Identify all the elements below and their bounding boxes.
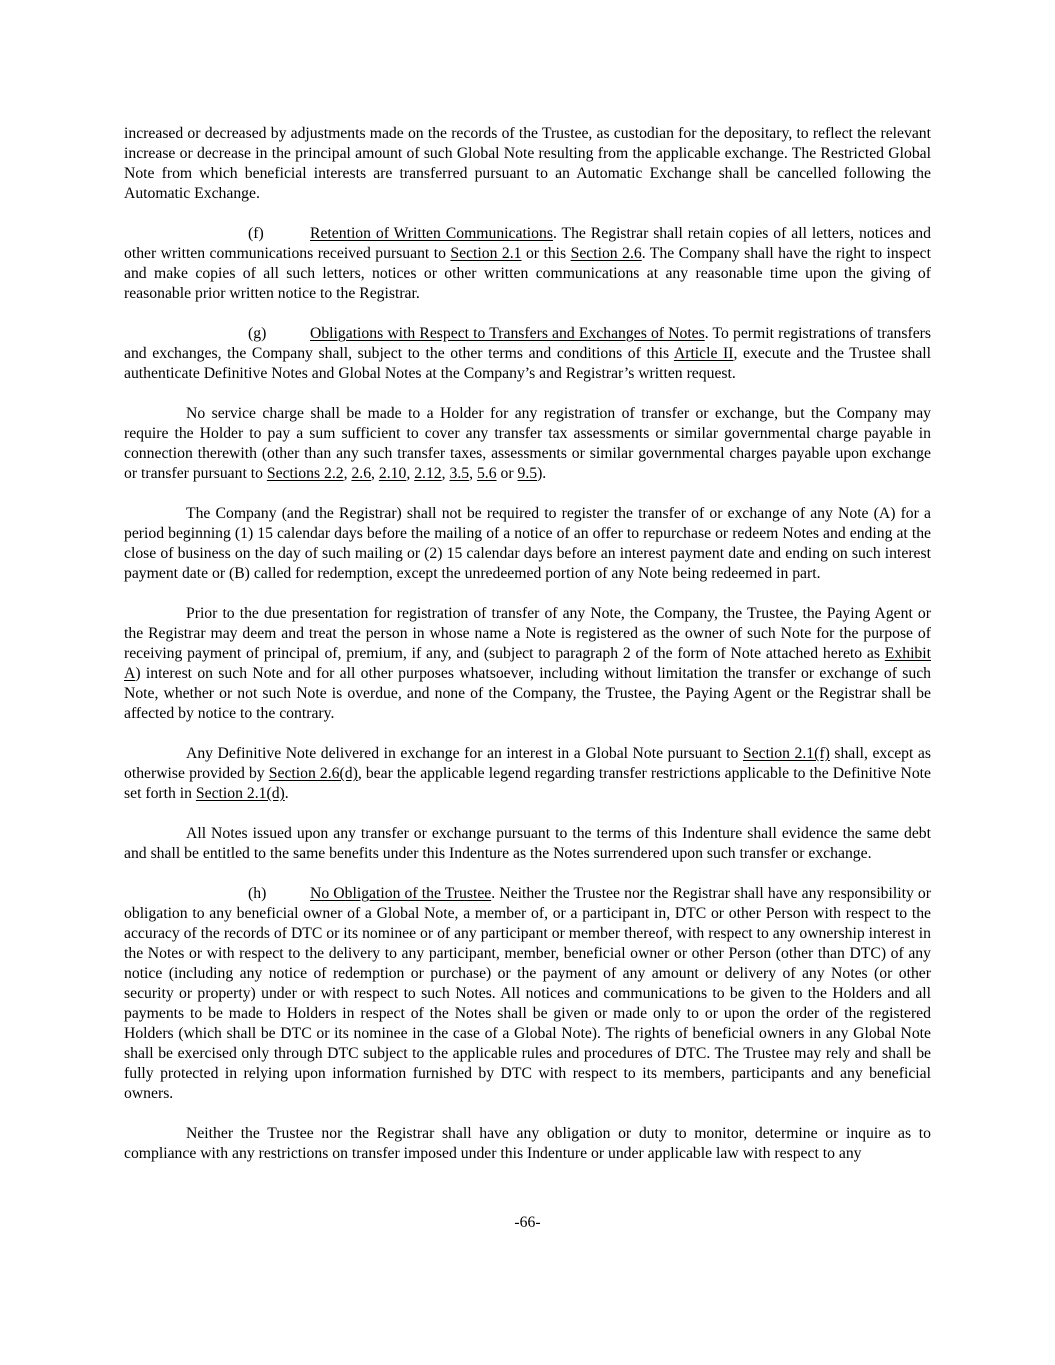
section-f-retention: (f) Retention of Written Communications. The Registrar shall retain copies of all letters, notices and other written communications received pursuant to Section 2.1 or this Section 2.6. The Company shall have the right to inspect and make copies of all such letters, notices or other written communications at any reasonable time upon the giving of reasonable prior written notice to the Registrar. — [124, 225, 931, 302]
section-label: (g) — [248, 325, 267, 342]
cross-reference: Exhibit A — [124, 645, 931, 682]
cross-reference: Section 2.1(d) — [195, 785, 285, 802]
page-number: -66- — [514, 1214, 541, 1231]
section-label: (f) — [248, 225, 264, 242]
cross-reference: Section 2.6(d) — [268, 765, 358, 782]
paragraph-exchange-adjustment: increased or decreased by adjustments made on the records of the Trustee, as custodian for the depositary, to reflect the relevant increase or decrease in the principal amount of such Global Note resulting from the applicable exchange. The Restricted Global Note from which beneficial interests are transferred pursuant to an Automatic Exchange shall be cancelled following the Automatic Exchange. — [124, 125, 931, 202]
paragraph-same-debt: All Notes issued upon any transfer or exchange pursuant to the terms of this Indenture shall evidence the same debt and shall be entitled to the same benefits under this Indenture as the Notes surrendered upon such transfer or exchange. — [124, 825, 931, 862]
cross-reference: Article II — [673, 345, 734, 362]
paragraph-definitive-note-legend: Any Definitive Note delivered in exchange for an interest in a Global Note pursuant to Section 2.1(f) shall, except as otherwise provided by Section 2.6(d), bear the applicable legend regarding transfer restrictions applicable to the Definitive Note set forth in Section 2.1(d). — [124, 745, 931, 802]
paragraph-no-duty-to-monitor: Neither the Trustee nor the Registrar shall have any obligation or duty to monitor, determine or inquire as to compliance with any restrictions on transfer imposed under this Indenture or under applicable law with respect to any — [124, 1125, 931, 1162]
cross-reference: Sections 2.2 — [266, 465, 344, 482]
section-label: (h) — [248, 885, 267, 902]
paragraph-service-charge: No service charge shall be made to a Holder for any registration of transfer or exchange, but the Company may require the Holder to pay a sum sufficient to cover any transfer tax assessments or similar governmental charge payable in connection therewith (other than any such transfer taxes, assessments or similar governmental charges payable upon exchange or transfer pursuant to Sections 2.2, 2.6, 2.10, 2.12, 3.5, 5.6 or 9.5). — [124, 405, 931, 482]
section-heading: Retention of Written Communications — [310, 225, 553, 242]
cross-reference: Section 2.6 — [570, 245, 642, 262]
section-heading: Obligations with Respect to Transfers and Exchanges of Notes — [310, 325, 705, 342]
cross-reference: Section 2.1(f) — [742, 745, 830, 762]
cross-reference: 5.6 — [476, 465, 497, 482]
cross-reference: 2.12 — [414, 465, 442, 482]
cross-reference: 2.6 — [351, 465, 372, 482]
paragraph-registration-period: The Company (and the Registrar) shall not be required to register the transfer of or exchange of any Note (A) for a period beginning (1) 15 calendar days before the mailing of a notice of an offer to repurchase or redeem Notes and ending at the close of business on the day of such mailing or (2) 15 calendar days before an interest payment date and ending on such interest payment date or (B) called for redemption, except the unredeemed portion of any Note being redeemed in part. — [124, 505, 931, 582]
cross-reference: 2.10 — [378, 465, 407, 482]
section-h-no-obligation: (h) No Obligation of the Trustee. Neither the Trustee nor the Registrar shall have any responsibility or obligation to any beneficial owner of a Global Note, a member of, or a participant in, DTC or other Person with respect to the accuracy of the records of DTC or its nominee or of any participant or member thereof, with respect to any ownership interest in the Notes or with respect to the delivery to any participant, member, beneficial owner or other Person (other than DTC) of any notice (including any notice of redemption or purchase) or the payment of any amount or delivery of any Notes (or other security or property) under or with respect to such Notes. All notices and communications to be given to the Holders and all payments to be made to Holders in respect of the Notes shall be given or made only to or upon the order of the registered Holders (which shall be DTC or its nominee in the case of a Global Note). The rights of beneficial owners in any Global Note shall be exercised only through DTC subject to the applicable rules and procedures of DTC. The Trustee may rely and shall be fully protected in relying upon information furnished by DTC with respect to its members, participants and any beneficial owners. — [124, 885, 931, 1102]
section-g-obligations: (g) Obligations with Respect to Transfers and Exchanges of Notes. To permit registrations of transfers and exchanges, the Company shall, subject to the other terms and conditions of this Article II, execute and the Trustee shall authenticate Definitive Notes and Global Notes at the Company’s and Registrar’s written request. — [124, 325, 931, 382]
paragraph-deemed-owner: Prior to the due presentation for registration of transfer of any Note, the Company, the Trustee, the Paying Agent or the Registrar may deem and treat the person in whose name a Note is registered as the owner of such Note for the purpose of receiving payment of principal of, premium, if any, and (subject to paragraph 2 of the form of Note attached hereto as Exhibit A) interest on such Note and for all other purposes whatsoever, including without limitation the transfer or exchange of such Note, whether or not such Note is overdue, and none of the Company, the Trustee, the Paying Agent or the Registrar shall be affected by notice to the contrary. — [124, 605, 931, 722]
document-body — [124, 124, 931, 1184]
section-heading: No Obligation of the Trustee — [310, 885, 492, 902]
cross-reference: 9.5 — [517, 465, 538, 482]
cross-reference: 3.5 — [449, 465, 470, 482]
cross-reference: Section 2.1 — [450, 245, 522, 262]
